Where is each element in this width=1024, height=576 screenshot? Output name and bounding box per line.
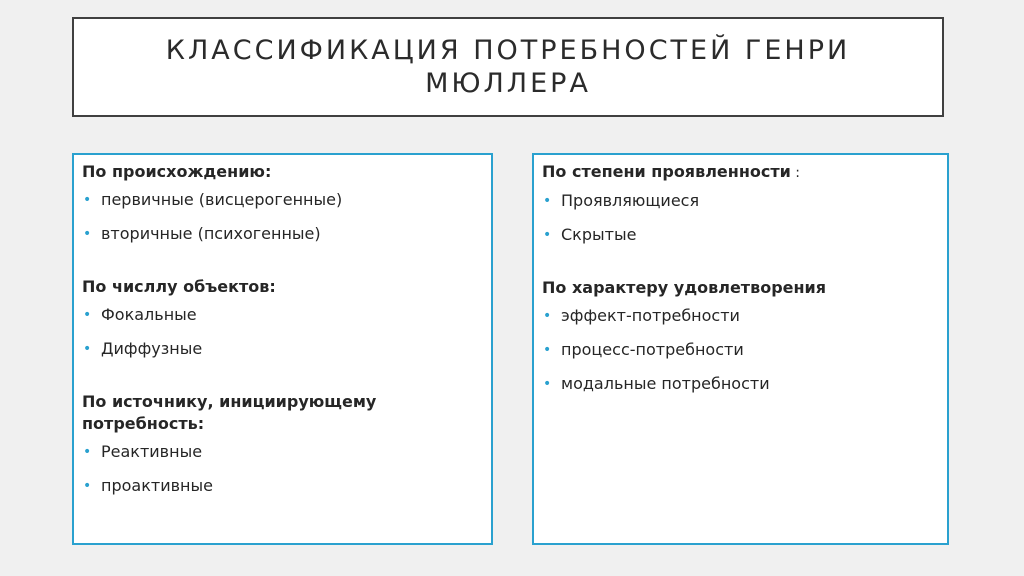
bullet-icon: • (83, 341, 92, 357)
item-list (542, 305, 937, 395)
list-item-text: эффект-потребности (561, 306, 740, 325)
section-heading-text: По степени проявленности (542, 162, 791, 181)
list-item (82, 475, 481, 497)
list-item (542, 224, 937, 246)
list-item (542, 339, 937, 361)
list-item-text: Диффузные (101, 339, 203, 358)
list-item (542, 305, 937, 327)
item-list (82, 441, 481, 497)
bullet-icon: • (543, 342, 552, 358)
list-item (542, 190, 937, 212)
bullet-icon: • (83, 226, 92, 242)
item-list (82, 189, 481, 245)
bullet-icon: • (83, 307, 92, 323)
list-item (82, 441, 481, 463)
list-item (82, 189, 481, 211)
bullet-icon: • (543, 193, 552, 209)
section-heading-suffix: : (790, 165, 801, 181)
section-origin (82, 161, 481, 245)
bullet-icon: • (83, 478, 92, 494)
item-list (542, 190, 937, 246)
item-list (82, 304, 481, 360)
bullet-icon: • (83, 444, 92, 460)
section-manifestation (542, 161, 937, 246)
left-panel (72, 153, 493, 545)
bullet-icon: • (543, 376, 552, 392)
list-item-text: Фокальные (101, 305, 197, 324)
right-panel (532, 153, 949, 545)
section-heading: По происхождению: (82, 162, 272, 181)
bullet-icon: • (83, 192, 92, 208)
list-item-text: Реактивные (101, 442, 203, 461)
section-objects (82, 276, 481, 360)
list-item (82, 304, 481, 326)
list-item-text: процесс-потребности (561, 340, 744, 359)
section-heading (542, 161, 937, 184)
list-item-text: проактивные (101, 476, 213, 495)
title-box (72, 17, 944, 117)
section-heading: По источнику, инициирующему потребность: (82, 392, 377, 433)
section-heading: По числлу объектов: (82, 277, 276, 296)
list-item (542, 373, 937, 395)
list-item-text: модальные потребности (561, 374, 770, 393)
section-satisfaction (542, 277, 937, 395)
list-item-text: вторичные (психогенные) (101, 224, 321, 243)
list-item (82, 338, 481, 360)
bullet-icon: • (543, 308, 552, 324)
section-source (82, 391, 481, 497)
list-item-text: первичные (висцерогенные) (101, 190, 343, 209)
list-item-text: Проявляющиеся (561, 191, 700, 210)
section-heading: По характеру удовлетворения (542, 278, 827, 297)
list-item (82, 223, 481, 245)
slide-title: КЛАССИФИКАЦИЯ ПОТРЕБНОСТЕЙ ГЕНРИ МЮЛЛЕРА (165, 35, 851, 99)
bullet-icon: • (543, 227, 552, 243)
list-item-text: Скрытые (561, 225, 637, 244)
